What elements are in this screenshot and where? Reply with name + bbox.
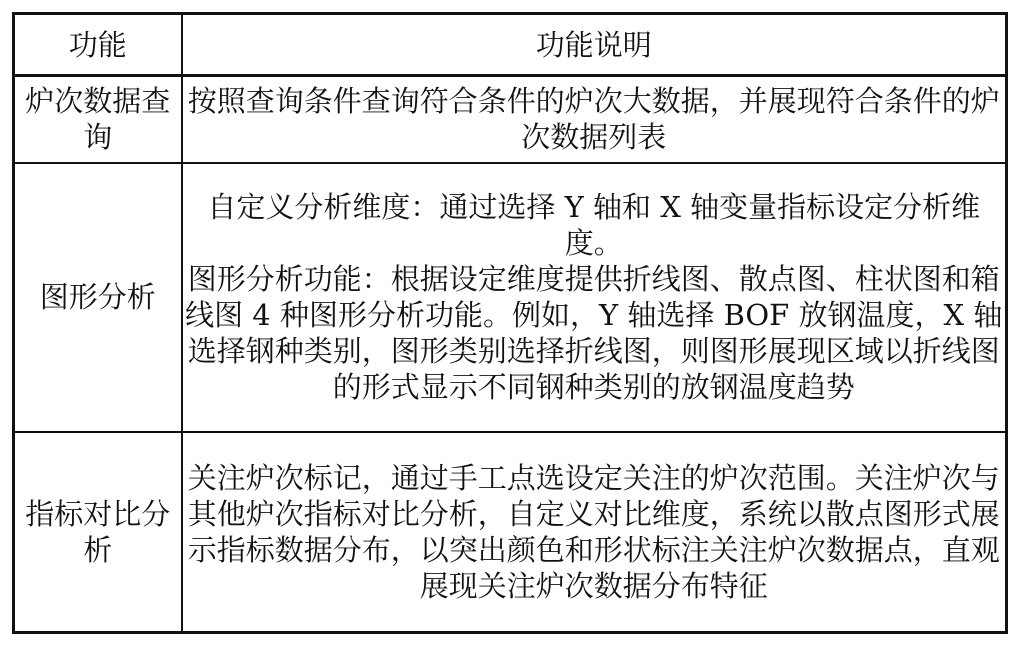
function-table xyxy=(12,12,1008,634)
description-paragraph: 图形分析功能：根据设定维度提供折线图、散点图、柱状图和箱线图 4 种图形分析功能。例如，Y 轴选择 BOF 放钢温度，X 轴选择钢种类别，图形类别选择折线图，则图形展现区域以折线图的形式显示不同钢种类别的放钢温度趋势 xyxy=(185,262,1003,405)
description-paragraph: 关注炉次标记，通过手工点选设定关注的炉次范围。关注炉次与其他炉次指标对比分析，自定义对比维度，系统以散点图形式展示指标数据分布，以突出颜色和形状标注关注炉次数据点，直观展现关注炉次数据分布特征 xyxy=(187,460,1000,603)
function-table-container xyxy=(12,12,1008,634)
table-row xyxy=(14,432,1007,633)
description-paragraph: 按照查询条件查询符合条件的炉次大数据，并展现符合条件的炉次数据列表 xyxy=(187,84,1000,155)
description-paragraph: 自定义分析维度：通过选择 Y 轴和 X 轴变量指标设定分析维度。 xyxy=(207,190,981,261)
function-description-cell xyxy=(182,163,1007,432)
function-name-cell: 指标对比分析 xyxy=(14,432,182,633)
header-function-description: 功能说明 xyxy=(182,14,1007,76)
function-description-cell xyxy=(182,432,1007,633)
function-name-cell: 炉次数据查询 xyxy=(14,76,182,163)
table-header-row xyxy=(14,14,1007,76)
table-row xyxy=(14,163,1007,432)
header-function: 功能 xyxy=(14,14,182,76)
function-name-cell: 图形分析 xyxy=(14,163,182,432)
table-row xyxy=(14,76,1007,163)
function-description-cell xyxy=(182,76,1007,163)
